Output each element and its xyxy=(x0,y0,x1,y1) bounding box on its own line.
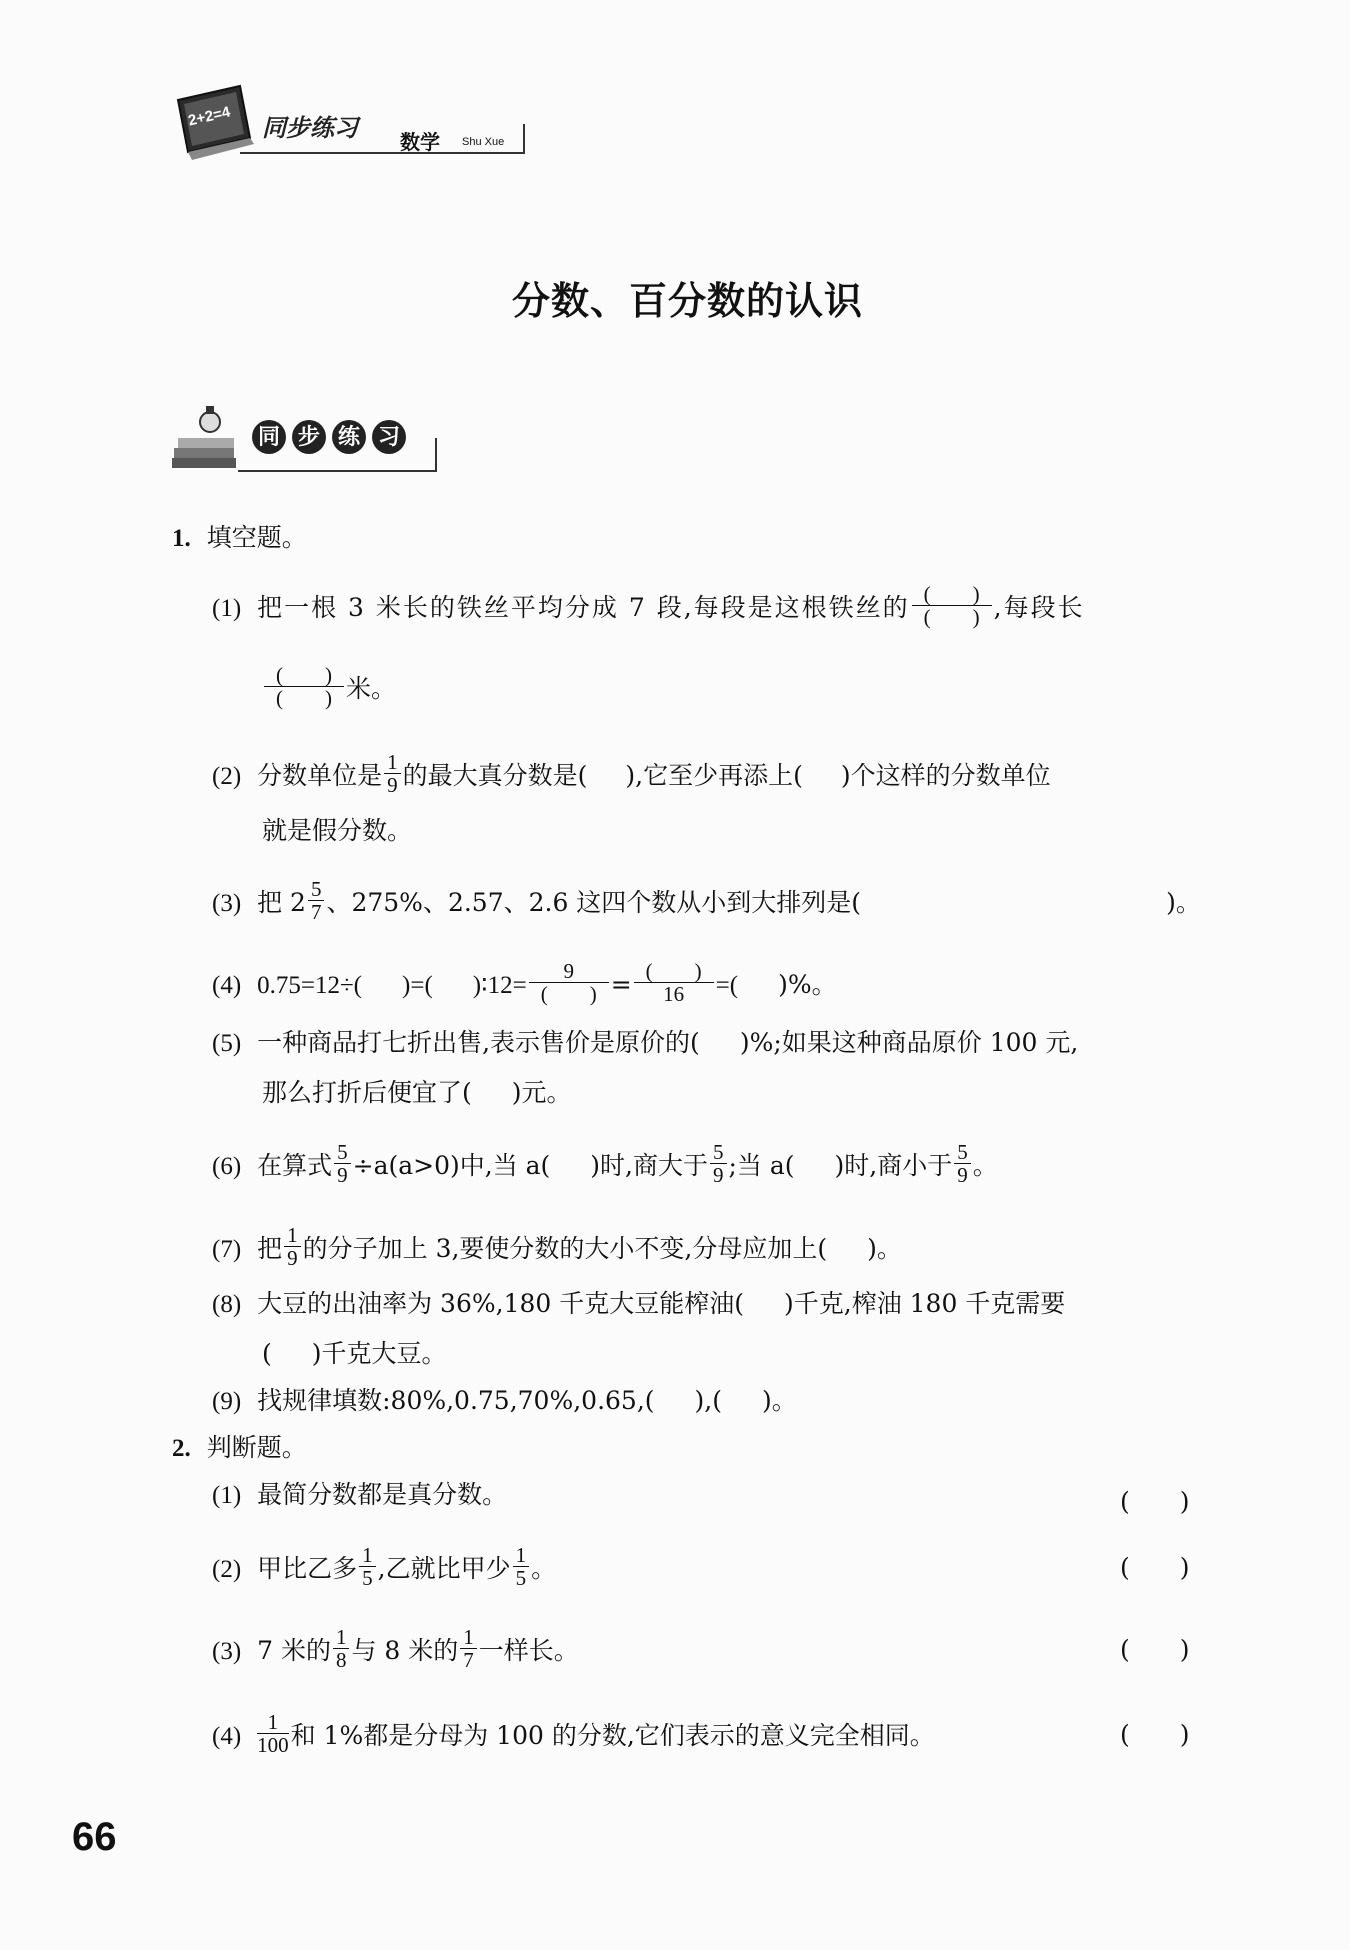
item-label: (3) xyxy=(212,1638,242,1666)
item-text: 、275%、2.57、2.6 这四个数从小到大排列是( xyxy=(326,888,862,918)
item-text: 与 8 米的 xyxy=(351,1636,459,1666)
item-text: )。 xyxy=(1166,888,1201,918)
fraction: $\frac{1}{5}$ xyxy=(513,1544,530,1589)
fraction: $\frac{1}{7}$ xyxy=(460,1626,477,1671)
books-lamp-icon xyxy=(170,400,250,480)
item-label: (6) xyxy=(212,1153,242,1181)
item-text: 。 xyxy=(972,1151,998,1181)
header-rule xyxy=(240,152,525,154)
q2-item-4 xyxy=(212,1710,935,1760)
q1-item-2-cont: 就是假分数。 xyxy=(262,816,413,845)
section-rule-end xyxy=(435,438,437,472)
q2-number: 2. xyxy=(172,1435,191,1462)
fraction: $\frac{5}{9}$ xyxy=(954,1141,971,1186)
item-text: =( xyxy=(715,972,739,1000)
q2-item-2 xyxy=(212,1543,557,1593)
item-label: (3) xyxy=(212,890,242,918)
fraction: $\frac{1}{9}$ xyxy=(284,1224,301,1269)
item-text: ),它至少再添上( xyxy=(625,761,803,791)
item-text: ÷a(a>0)中,当 a( xyxy=(352,1151,551,1181)
page-title: 分数、百分数的认识 xyxy=(511,278,863,323)
item-text: 米。 xyxy=(346,674,397,704)
item-text: )时,商大于 xyxy=(590,1151,708,1181)
q1-item-1-cont xyxy=(262,663,397,713)
item-text: 那么打折后便宜了( xyxy=(262,1078,472,1107)
brand-text: 同步练习 xyxy=(262,114,358,142)
item-text: )。 xyxy=(867,1234,902,1264)
item-text: )个这样的分数单位 xyxy=(840,761,1051,791)
item-text: )元。 xyxy=(511,1078,572,1107)
item-text: 找规律填数:80%,0.75,70%,0.65,( xyxy=(257,1386,655,1415)
fraction: $\frac{1}{8}$ xyxy=(333,1626,350,1671)
fraction: $\frac{5}{9}$ xyxy=(710,1141,727,1186)
item-text: )∶12= xyxy=(472,972,527,1000)
fraction: $\frac{5}{9}$ xyxy=(334,1141,351,1186)
section-title xyxy=(252,420,406,454)
header-badge xyxy=(170,80,530,160)
item-text: )时,商小于 xyxy=(834,1151,953,1181)
item-text: ,每段长 xyxy=(993,593,1085,623)
page-number: 66 xyxy=(72,1815,117,1859)
item-text: )千克,榨油 180 千克需要 xyxy=(784,1289,1066,1318)
item-text: )%。 xyxy=(778,970,837,1000)
section-char: 习 xyxy=(372,420,406,454)
q1-number: 1. xyxy=(172,525,191,552)
item-label: (5) xyxy=(212,1030,242,1057)
item-text: ),( xyxy=(694,1386,723,1415)
fraction[interactable]: $\frac{( )}{16}$ xyxy=(634,960,714,1005)
q2-heading-text: 判断题。 xyxy=(206,1433,307,1462)
q2-heading xyxy=(172,1435,307,1461)
item-text: 把 xyxy=(257,1234,283,1264)
fraction[interactable]: $\frac{9}{( )}$ xyxy=(529,960,609,1005)
item-text: )=( xyxy=(402,972,433,1000)
q1-item-9 xyxy=(212,1388,797,1414)
item-label: (7) xyxy=(212,1236,242,1264)
item-text: 。 xyxy=(531,1554,557,1584)
item-text: 甲比乙多 xyxy=(257,1554,358,1584)
q2-item-3 xyxy=(212,1625,579,1675)
q1-item-8 xyxy=(212,1291,1065,1317)
judge-box[interactable]: ( ) xyxy=(1120,1720,1190,1749)
item-text: 分数单位是 xyxy=(257,761,383,791)
q2-item-1 xyxy=(212,1482,507,1508)
item-text: )。 xyxy=(762,1386,797,1415)
answer-fraction[interactable]: $\frac{( )}{( )}$ xyxy=(264,664,344,709)
q1-item-6 xyxy=(212,1140,998,1190)
q1-item-5-cont xyxy=(262,1080,572,1105)
item-text: 最简分数都是真分数。 xyxy=(257,1480,508,1509)
section-char: 同 xyxy=(252,420,286,454)
item-label: (1) xyxy=(212,595,242,623)
chalkboard-icon xyxy=(170,80,260,170)
item-label: (9) xyxy=(212,1388,242,1415)
judge-box[interactable]: ( ) xyxy=(1120,1487,1190,1516)
q1-item-1 xyxy=(212,582,1085,632)
answer-fraction[interactable]: $\frac{( )}{( )}$ xyxy=(912,583,992,628)
item-text: 7 米的 xyxy=(257,1636,331,1666)
section-label xyxy=(170,400,450,480)
q1-item-8-cont xyxy=(262,1341,447,1366)
item-text: 大豆的出油率为 36%,180 千克大豆能榨油( xyxy=(257,1289,744,1318)
q1-heading-text: 填空题。 xyxy=(206,523,307,552)
q1-item-7 xyxy=(212,1223,902,1273)
item-label: (4) xyxy=(212,1723,242,1751)
item-text: 把一根 3 米长的铁丝平均分成 7 段,每段是这根铁丝的 xyxy=(257,593,910,623)
item-label: (2) xyxy=(212,1556,242,1584)
section-char: 练 xyxy=(332,420,366,454)
q1-item-3 xyxy=(212,877,1201,927)
q1-item-2 xyxy=(212,750,1051,800)
item-text: 的分子加上 3,要使分数的大小不变,分母应加上( xyxy=(302,1234,828,1264)
item-text: 0.75=12÷( xyxy=(257,972,363,1000)
fraction: $\frac{1}{9}$ xyxy=(384,751,401,796)
q1-heading xyxy=(172,525,307,551)
judge-box[interactable]: ( ) xyxy=(1120,1553,1190,1582)
section-char: 步 xyxy=(292,420,326,454)
header-rule-end xyxy=(523,124,525,154)
item-text: 把 2 xyxy=(257,888,306,918)
item-text: ,乙就比甲少 xyxy=(377,1554,511,1584)
item-label: (2) xyxy=(212,763,242,791)
item-text: )千克大豆。 xyxy=(311,1339,447,1368)
q1-item-4: (4) 0.75=12÷( )=( )∶12= $\frac{9}{( )}$ = $\frac{( )}{16}$ =( )%。 xyxy=(212,959,837,1007)
item-text: ;当 a( xyxy=(728,1151,795,1181)
item-text: )%;如果这种商品原价 100 元, xyxy=(739,1028,1079,1057)
item-text: 和 1%都是分母为 100 的分数,它们表示的意义完全相同。 xyxy=(290,1721,935,1751)
subject-text: 数学 xyxy=(400,130,440,154)
chalk-text: 2+2=4 xyxy=(186,103,232,130)
judge-box[interactable]: ( ) xyxy=(1120,1635,1190,1664)
item-text: 一样长。 xyxy=(478,1636,579,1666)
item-text: 在算式 xyxy=(257,1151,333,1181)
item-label: (8) xyxy=(212,1291,242,1318)
item-label: (1) xyxy=(212,1482,242,1509)
q1-item-5 xyxy=(212,1030,1078,1056)
item-label: (4) xyxy=(212,972,242,1000)
item-text: ( xyxy=(262,1339,272,1368)
item-text: 一种商品打七折出售,表示售价是原价的( xyxy=(257,1028,700,1057)
item-text: 的最大真分数是( xyxy=(402,761,588,791)
fraction: $\frac{1}{5}$ xyxy=(359,1544,376,1589)
fraction: $\frac{5}{7}$ xyxy=(308,878,325,923)
subject-pinyin: Shu Xue xyxy=(462,136,505,148)
fraction: $\frac{1}{100}$ xyxy=(257,1710,289,1758)
section-rule xyxy=(238,470,436,472)
